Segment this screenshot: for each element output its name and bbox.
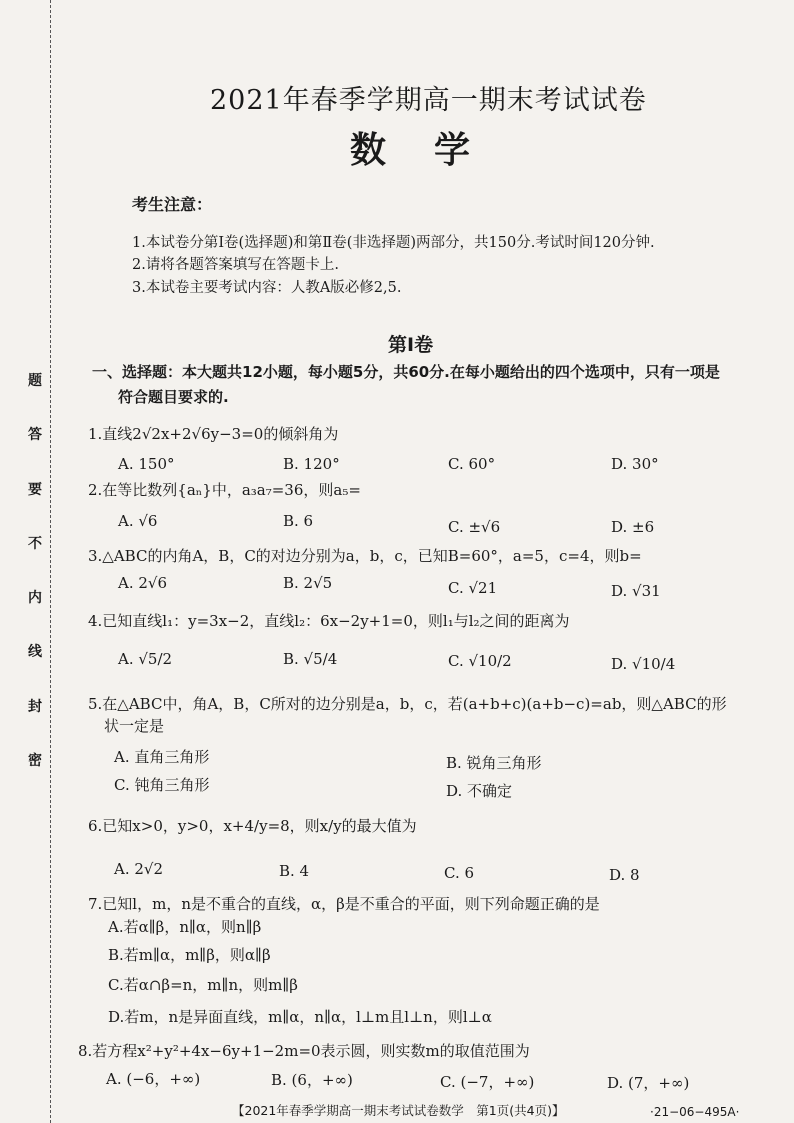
page-footer: 【2021年春季学期高一期末考试试卷数学 第1页(共4页)】 (232, 1103, 565, 1118)
binding-char: 线 (28, 644, 42, 661)
option: A. 2√6 (118, 574, 168, 592)
option: A. 2√2 (114, 860, 164, 878)
option: B. 4 (279, 862, 310, 880)
footer-code: ·21−06−495A· (650, 1105, 740, 1119)
section-line: 符合题目要求的. (118, 388, 229, 406)
option: C. √21 (448, 579, 498, 597)
option: B. √5/4 (283, 650, 338, 668)
binding-char: 要 (28, 481, 42, 498)
option: D. √31 (611, 582, 661, 600)
question-stem: 1.直线2√2x+2√6y−3=0的倾斜角为 (88, 425, 339, 443)
option: B. 120° (283, 455, 340, 473)
option: B. 2√5 (283, 574, 333, 592)
option: B. 锐角三角形 (446, 754, 542, 772)
binding-margin-text (26, 370, 44, 770)
question-stem: 7.已知l，m，n是不重合的直线，α，β是不重合的平面，则下列命题正确的是 (88, 895, 600, 913)
binding-char: 答 (28, 427, 42, 444)
section-instructions (92, 360, 762, 410)
option: B. (6，+∞) (271, 1071, 353, 1089)
option: C.若α∩β=n，m∥n，则m∥β (108, 976, 298, 994)
option: C. 钝角三角形 (114, 776, 210, 794)
binding-dashed-line (50, 0, 52, 1123)
option: A. √5/2 (118, 650, 173, 668)
option: D. (7，+∞) (607, 1074, 690, 1092)
option: D. √10/4 (611, 655, 676, 673)
notice-item: 2.请将各题答案填写在答题卡上. (132, 257, 339, 273)
binding-char: 密 (28, 752, 42, 769)
binding-char: 不 (28, 535, 42, 552)
question-stem: 6.已知x>0，y>0，x+4/y=8，则x/y的最大值为 (88, 817, 417, 835)
question-stem: 2.在等比数列{aₙ}中，a₃a₇=36，则a₅= (88, 481, 361, 499)
volume-heading: 第Ⅰ卷 (388, 334, 434, 356)
option: D. 8 (609, 866, 640, 884)
option: A. 150° (118, 455, 175, 473)
option: C. 6 (444, 864, 475, 882)
option: C. (−7，+∞) (440, 1073, 535, 1091)
notice-item: 3.本试卷主要考试内容：人教A版必修2,5. (132, 280, 402, 296)
option: B.若m∥α，m∥β，则α∥β (108, 946, 271, 964)
option: B. 6 (283, 512, 314, 530)
option: D.若m，n是异面直线，m∥α，n∥α，l⊥m且l⊥n，则l⊥α (108, 1008, 492, 1026)
option: D. 30° (611, 455, 659, 473)
notice-title: 考生注意： (132, 195, 213, 214)
option: C. √10/2 (448, 652, 512, 670)
binding-char: 封 (28, 698, 42, 715)
option: A. 直角三角形 (114, 748, 210, 766)
exam-subject: 数学 (350, 130, 519, 171)
option: C. ±√6 (448, 518, 501, 536)
option: A. (−6，+∞) (106, 1070, 201, 1088)
question-stem: 8.若方程x²+y²+4x−6y+1−2m=0表示圆，则实数m的取值范围为 (78, 1042, 530, 1060)
question-stem: 5.在△ABC中，角A，B，C所对的边分别是a，b，c，若(a+b+c)(a+b−c)=ab，则△ABC的形 (88, 695, 727, 713)
question-stem-continued: 状一定是 (104, 717, 165, 735)
question-stem: 4.已知直线l₁：y=3x−2，直线l₂：6x−2y+1=0，则l₁与l₂之间的距离为 (88, 612, 570, 630)
option: D. ±6 (611, 518, 655, 536)
notice-item: 1.本试卷分第Ⅰ卷(选择题)和第Ⅱ卷(非选择题)两部分，共150分.考试时间120分钟. (132, 235, 655, 251)
section-line: 一、选择题：本大题共12小题，每小题5分，共60分.在每小题给出的四个选项中，只有一项是 (92, 363, 720, 381)
option: D. 不确定 (446, 782, 513, 800)
question-stem: 3.△ABC的内角A，B，C的对边分别为a，b，c，已知B=60°，a=5，c=4，则b= (88, 547, 642, 565)
binding-char: 内 (28, 590, 42, 607)
option: C. 60° (448, 455, 496, 473)
option: A. √6 (118, 512, 158, 530)
exam-title: 2021年春季学期高一期末考试试卷 (210, 85, 647, 116)
option: A.若α∥β，n∥α，则n∥β (108, 918, 262, 936)
binding-char: 题 (28, 373, 42, 389)
